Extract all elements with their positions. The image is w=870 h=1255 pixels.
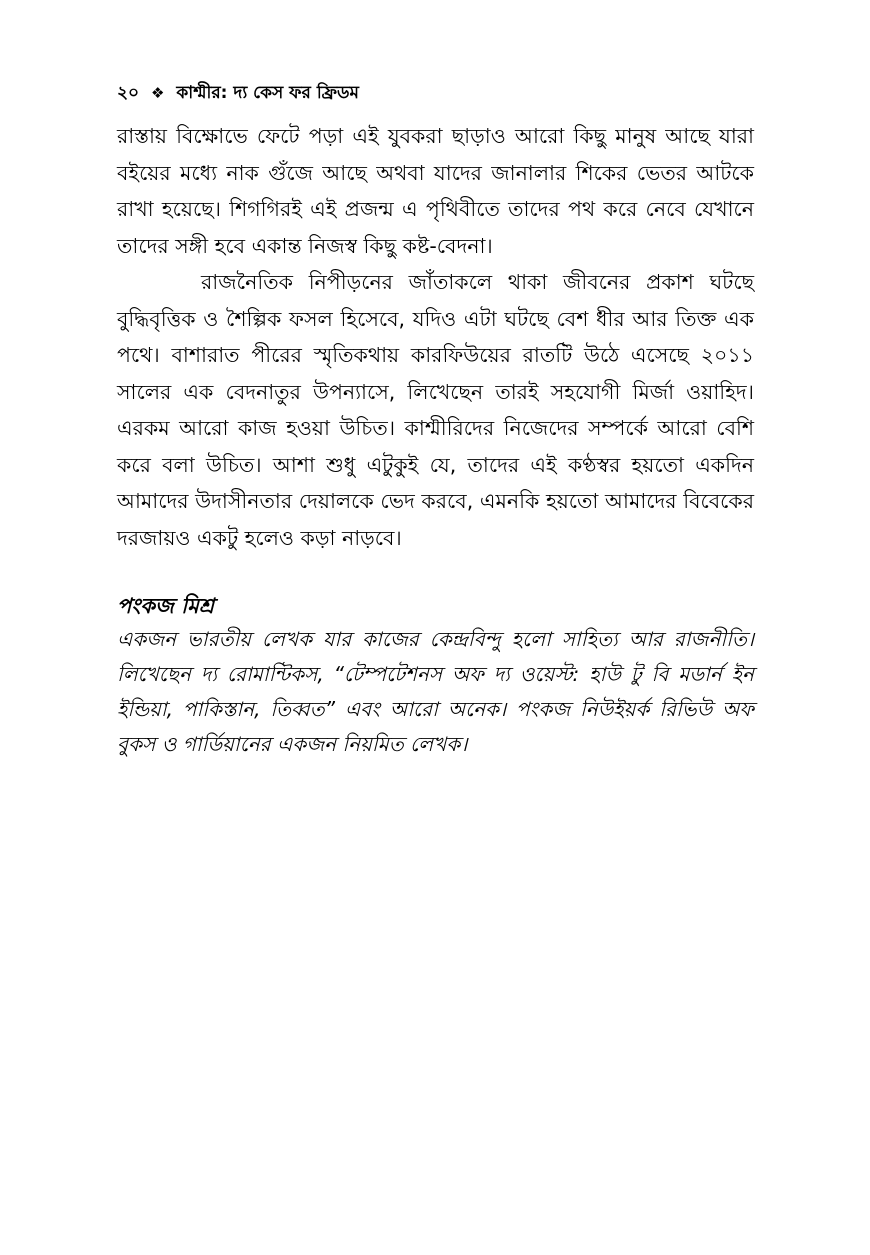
paragraph-1: রাস্তায় বিক্ষোভে ফেটে পড়া এই যুবকরা ছাড়াও আরো কিছু মানুষ আছে যারা বইয়ের মধ্যে নাক গুঁজে আছে অথবা যাদের জানালার শিকের ভেতর আটকে রাখা হয়েছে। শিগগিরই এই প্রজন্ম এ পৃথিবীতে তাদের পথ করে নেবে যেখানে তাদের সঙ্গী হবে একান্ত নিজস্ব কিছু কষ্ট-বেদনা। [117,124,754,258]
paragraph-2: রাজনৈতিক নিপীড়নের জাঁতাকলে থাকা জীবনের প্রকাশ ঘটছে বুদ্ধিবৃত্তিক ও শৈল্পিক ফসল হিসেবে, যদিও এটা ঘটছে বেশ ধীর আর তিক্ত এক পথে। বাশারাত পীরের স্মৃতিকথায় কারফিউয়ের রাতটি উঠে এসেছে ২০১১ সালের এক বেদনাতুর উপন্যাসে, লিখেছেন তারই সহযোগী মির্জা ওয়াহিদ। এরকম আরো কাজ হওয়া উচিত। কাশ্মীরিদের নিজেদের সম্পর্কে আরো বেশি করে বলা উচিত। আশা শুধু এটুকুই যে, তাদের এই কণ্ঠস্বর হয়তো একদিন আমাদের উদাসীনতার দেয়ালকে ভেদ করবে, এমনকি হয়তো আমাদের বিবেকের দরজায়ও একটু হলেও কড়া নাড়বে। [117,270,754,550]
author-bio-text: একজন ভারতীয় লেখক যার কাজের কেন্দ্রবিন্দু হলো সাহিত্য আর রাজনীতি। লিখেছেন দ্য রোমান্টিকস, “টেম্পটেশনস অফ দ্য ওয়েস্ট: হাউ টু বি মডার্ন ইন ইন্ডিয়া, পাকিস্তান, তিব্বত” এবং আরো অনেক। পংকজ নিউইয়র্ক রিভিউ অফ বুকস ও গার্ডিয়ানের একজন নিয়মিত লেখক। [117,627,754,756]
main-text [117,118,754,556]
page-number: ২০ [117,83,140,103]
author-name: পংকজ মিশ্র [117,594,215,618]
ornament-icon: ❖ [151,84,165,102]
author-bio [117,590,754,762]
book-title: কাশ্মীর: দ্য কেস ফর ফ্রিডম [176,83,359,103]
running-header [117,81,757,105]
